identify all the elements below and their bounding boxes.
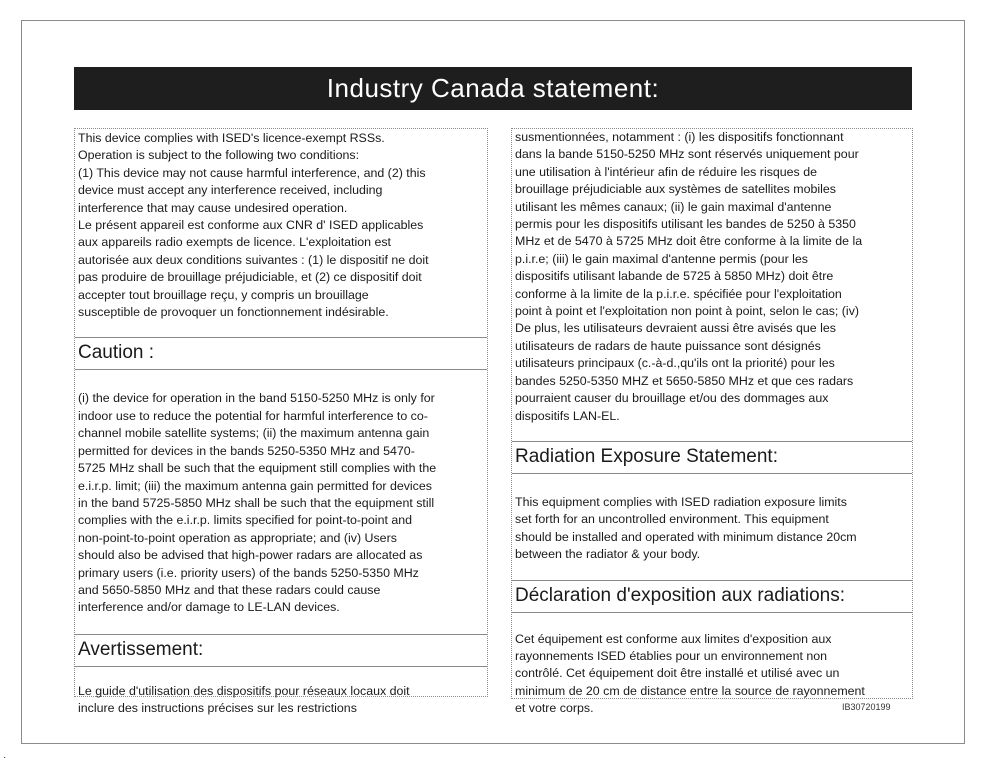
caution-text: (i) the device for operation in the band 5150-5250 MHz is only for indoor use to reduce the potential for harmful interference to co- channel mobile satellite systems; (ii) the maximum antenna gain permitted for devices in the bands 5250-5350 MHz and 5470- 5725 MHz shall be such that the equipment still complies with the e.i.r.p. limit; (iii) the maximum antenna gain permitted for devices in the band 5725-5850 MHz shall be such that the equipment still complies with the e.i.r.p. limits specified for point-to-point and non-point-to-point operation as appropriate; and (iv) Users should also be advised that high-power radars are allocated as primary users (i.e. priority users) of the bands 5250-5350 MHz and 5650-5850 MHz and that these radars could cause interference and/or damage to LE-LAN devices. — [78, 391, 437, 615]
declaration-exposition-text: Cet équipement est conforme aux limites d'exposition aux rayonnements ISED établies pour un environnement non contrôlé. Cet équipement doit être installé et utilisé avec un minimum de 20 cm de distance entre la source de rayonnement et votre corps. — [515, 631, 865, 716]
avertissement-text: Le guide d'utilisation des dispositifs pour réseaux locaux doit inclure des instructions précises sur les restrictions — [78, 683, 410, 716]
caution-heading: Caution : — [75, 337, 487, 370]
left-column — [74, 128, 488, 716]
avertissement-heading: Avertissement: — [75, 634, 487, 667]
intro-french: Le présent appareil est conforme aux CNR d' ISED applicables aux appareils radio exempts de licence. L'exploitation est autorisée aux deux conditions suivantes : (1) le dispositif ne doit pas produire de brouillage préjudiciable, et (2) ce dispositif doit accepter tout brouillage reçu, y compris un brouillage susceptible de provoquer un fonctionnement indésirable. — [78, 218, 429, 320]
radiation-exposure-text: This equipment complies with ISED radiation exposure limits set forth for an uncontrolled environment. This equipment should be installed and operated with minimum distance 20cm between the radiator & your body. — [515, 494, 857, 562]
page-title-banner — [74, 67, 912, 110]
page-title: Industry Canada statement: — [326, 73, 660, 103]
avertissement-continued-text: susmentionnées, notamment : (i) les dispositifs fonctionnant dans la bande 5150-5250 MHz sont réservés uniquement pour une utilisation à l'intérieur afin de réduire les risques de brouillage préjudiciable aux systèmes de satellites mobiles utilisant les mêmes canaux; (ii) le gain maximal d'antenne permis pour les dispositifs utilisant les bandes de 5250 à 5350 MHz et de 5470 à 5725 MHz doit être conforme à la limite de la p.i.r.e; (iii) le gain maximal d'antenne permis (pour les dispositifs utilisant labande de 5725 à 5850 MHz) doit être conforme à la limite de la p.i.r.e. spécifiée pour l'exploitation point à point et l'exploitation non point à point, selon le cas; (iv) De plus, les utilisateurs devraient aussi être avisés que les utilisateurs de radars de haute puissance sont désignés utilisateurs principaux (c.-à-d.,qu'ils ont la priorité) pour les bandes 5250-5350 MHZ et 5650-5850 MHz et que ces radars pourraient causer du brouillage et/ou des dommages aux dispositifs LAN-EL. — [515, 130, 863, 423]
declaration-exposition-heading: Déclaration d'exposition aux radiations: — [512, 580, 912, 613]
document-code: IB30720199 — [842, 702, 891, 712]
corner-mark: · — [3, 752, 7, 763]
intro-english: This device complies with ISED's licence-exempt RSSs. Operation is subject to the following two conditions: (1) This device may not cause harmful interference, and (2) this device must accept any interference received, including interference that may cause undesired operation. — [78, 131, 426, 215]
radiation-exposure-heading: Radiation Exposure Statement: — [512, 441, 912, 474]
